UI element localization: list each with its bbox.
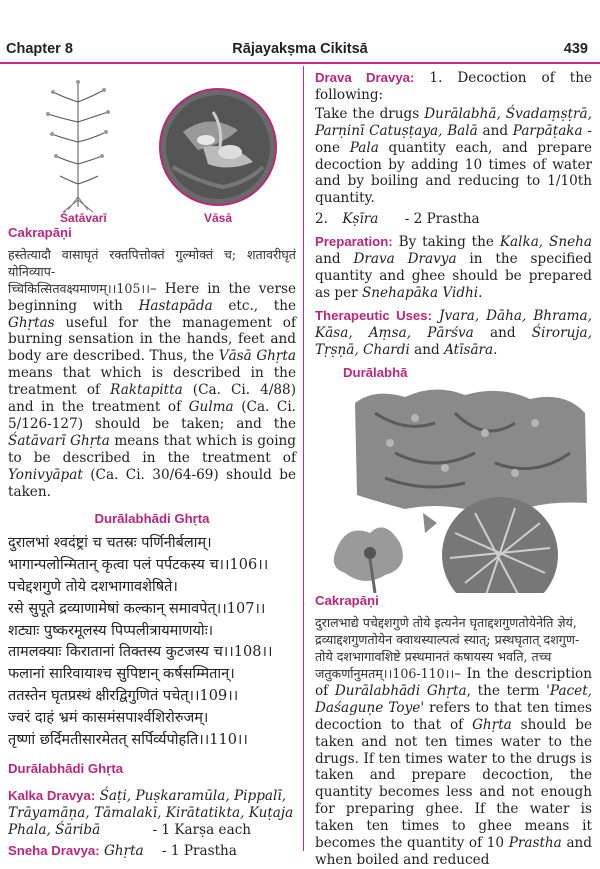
body-text: and xyxy=(477,122,513,139)
kalka-dravya xyxy=(8,788,296,839)
term: Prastha xyxy=(508,835,562,852)
recipe-heading: Durālabhādi Ghṛta xyxy=(8,761,124,777)
section-heading-cakrapani: Cakrapāṇi xyxy=(8,225,72,240)
plant-illustrations xyxy=(8,72,296,222)
drava-paragraph xyxy=(315,106,592,207)
sneha-dravya xyxy=(8,843,296,860)
chapter-label: Chapter 8 xyxy=(6,41,73,57)
term: Durālabhādi Ghṛta xyxy=(334,682,467,699)
body-text: . xyxy=(478,284,483,301)
term: Raktapitta xyxy=(110,382,183,399)
term: Jvara, Dāha, Bhrama, Kāsa, Aṃsa, Pārśva xyxy=(315,307,592,341)
verse-line: भागान्पलोन्मितान् कृत्वा पलं पर्पटकस्य च।।106।। xyxy=(8,557,269,574)
drava-item-2 xyxy=(315,211,592,228)
duralabha-shrub-photo xyxy=(355,390,587,510)
body-text: Take the drugs xyxy=(315,105,425,122)
body-text: (Ca. Ci. 5/126-127) should be taken; and the xyxy=(8,399,297,432)
photo-label-duralabha: Durālabhā xyxy=(343,364,408,380)
verse-line: पचेद्दशगुणे तोये दशभागावशेषिते। xyxy=(8,579,178,595)
body-text: means that which is described in the treatment of xyxy=(8,365,296,399)
verse-line: तृष्णां छर्दिमतीसारमेतत् सर्पिर्व्यपोहति।।110।। xyxy=(8,731,248,748)
label-drava: Drava Dravya: xyxy=(315,70,415,85)
body-text: (Ca. Ci. 30/64-69) should be taken. xyxy=(8,466,296,500)
arrow-icon xyxy=(423,513,437,533)
term: Parpāṭaka xyxy=(512,122,583,139)
quantity: - 2 Prastha xyxy=(404,211,480,228)
body-text: and xyxy=(315,251,354,268)
term: 'Pacet, Daśaguṇe Toye' xyxy=(315,682,592,716)
body-text: and xyxy=(409,341,445,358)
body-text: , the term xyxy=(466,682,547,699)
body-text: in the specified quantity and ghee should be prepared as per xyxy=(315,251,593,301)
body-text: 1. Decoction of the following: xyxy=(315,70,592,103)
caption-shatavari: Śatāvarī xyxy=(60,211,107,225)
body-text: and when boiled and reduced xyxy=(315,835,593,868)
figure-plants xyxy=(8,72,296,225)
sanskrit-text: दुरालभाद्ये पचेद्दशगुणे तोये इत्यनेन घृताद्दशगुणतोयेनेति ज्ञेयं, xyxy=(315,615,577,631)
body-text: - one xyxy=(315,122,592,156)
sneha-quantity: - 1 Prastha xyxy=(161,843,237,859)
label-kalka: Kalka Dravya: xyxy=(8,788,96,804)
body-text: useful for the management of burning sensation in the hands, feet and body are described. Thus, the xyxy=(8,314,296,365)
label-therapeutic: Therapeutic Uses: xyxy=(315,307,432,323)
term: Gulma xyxy=(188,399,234,416)
left-column xyxy=(8,72,296,860)
label-sneha: Sneha Dravya: xyxy=(8,843,100,858)
term: Atīsāra xyxy=(444,341,494,358)
duralabha-photos xyxy=(315,383,592,593)
verse-line: ज्वरं दाहं भ्रमं कासमंसपार्श्वशिरोरुजम्। xyxy=(8,709,209,726)
vasa-photo xyxy=(160,89,276,205)
term: Vāsā Ghṛta xyxy=(218,348,296,365)
term: Kalka, Sneha xyxy=(499,234,592,251)
term: Śiroruja, Tṛṣṇā, Chardi xyxy=(315,324,592,358)
preparation xyxy=(315,234,592,302)
therapeutic-uses xyxy=(315,308,592,359)
verse-block xyxy=(8,533,296,751)
verse-heading: Durālabhādi Ghṛta xyxy=(94,510,210,526)
commentary-paragraph xyxy=(8,247,296,501)
page-header xyxy=(0,0,600,60)
sanskrit-text: हस्तेत्यादौ वासाघृतं रक्तपित्तोक्तं गुल्मोक्तं च; शतावरीघृतं योनिव्याप- xyxy=(8,246,296,279)
verse-line: शट्याः पुष्करमूलस्य पिप्पलीत्रायमाणयोः। xyxy=(8,622,214,639)
body-text: (Ca. Ci. 4/88) and in the treatment of xyxy=(8,382,296,416)
term: Śatāvarī Ghṛta xyxy=(8,432,110,449)
verse-line: ततस्तेन घृतप्रस्थं क्षीरद्विगुणितं पचेत्।।109।। xyxy=(8,687,239,704)
header-rule xyxy=(0,62,600,64)
sanskrit-text: च्चिकित्सितवक्ष्यमाणम्।।105।। xyxy=(8,280,150,296)
verse-line: रसे सुपूते द्रव्याणामेषां कल्कान् समावपेत्।।107।। xyxy=(8,600,266,617)
body-text: quantity each, and prepare decoction by adding 10 times of water and by boiling and reducing to 1/10th quantity. xyxy=(315,139,592,207)
sanskrit-text: तोये दशभागावशिष्टे प्रस्थमानतं कषायस्य भवति, तच्च xyxy=(315,649,552,665)
running-title: Rājayakṣma Cikitsā xyxy=(232,41,368,57)
body-text: – Here in the verse beginning with xyxy=(8,280,296,314)
item-number: 2. xyxy=(315,211,328,228)
term: Kṣīra xyxy=(342,211,379,228)
term: Durālabhā, Śvadaṃṣṭrā, Parṇinī Catuṣṭaya, Balā xyxy=(315,105,592,139)
term: Drava Dravya xyxy=(353,251,457,268)
term: Pala xyxy=(349,139,379,156)
body-text: By taking the xyxy=(392,234,500,251)
body-text: should be taken and not ten times water to the drugs. If ten times water to the drugs is taken and prepare decoction, the quantity becomes less and not enough for preparing ghee. If the water is taken ten times to ghee means it becomes the quantity of 10 xyxy=(315,716,592,852)
kalka-quantity: - 1 Karṣa each xyxy=(152,822,252,839)
sneha-item: Ghṛta xyxy=(103,843,144,859)
verse-line: फलानां सारिवायाश्च सुपिष्टान् कर्षसम्मितान्। xyxy=(8,666,235,683)
term: Yonivyāpat xyxy=(8,466,83,483)
sanskrit-text: जतुकर्णानुमतम्।।106-110।। xyxy=(315,666,455,682)
verse-line: तामलक्याः किरातानां तिक्तस्य कुटजस्य च।।108।। xyxy=(8,644,273,661)
body-text: and xyxy=(473,324,532,341)
column-divider xyxy=(303,66,304,851)
term: Snehapāka Vidhi xyxy=(361,284,479,301)
commentary-paragraph-2 xyxy=(315,615,592,869)
term: Ghṛtas xyxy=(8,314,55,331)
body-text: means that which is going to be described in the treatment of xyxy=(8,432,297,466)
drava-dravya xyxy=(315,70,592,104)
verse-line: दुरालभां श्वदंष्ट्रां च चतस्रः पर्णिनीर्बलाम्। xyxy=(8,535,212,552)
sanskrit-text: द्रव्याद्दशगुणतोयेन क्वाथस्याल्पत्वं स्यात्; प्रस्थघृतात् दशगुण- xyxy=(315,632,580,648)
page-number: 439 xyxy=(563,41,588,57)
label-preparation: Preparation: xyxy=(315,234,393,250)
kalka-items: Śaṭi, Puṣkaramūla, Pippalī, Trāyamāṇa, Tāmalakī, Kirātatikta, Kuṭaja Phala, Śāribā xyxy=(8,788,294,839)
body-text: refers to that ten times decoction to that of xyxy=(315,699,592,733)
duralabha-flower-photo xyxy=(334,528,403,594)
duralabha-dried-photo xyxy=(442,497,558,593)
term: Ghṛta xyxy=(472,716,512,733)
section-heading-cakrapani-2: Cakrapāṇi xyxy=(315,593,379,609)
right-column xyxy=(315,70,592,869)
body-text: etc., the xyxy=(212,297,296,314)
caption-vasa: Vāsā xyxy=(204,211,233,225)
body-text: . xyxy=(493,341,498,358)
term: Hastapāda xyxy=(138,297,213,314)
shatavari-drawing xyxy=(46,80,110,212)
body-text: – In the description of xyxy=(315,666,592,699)
